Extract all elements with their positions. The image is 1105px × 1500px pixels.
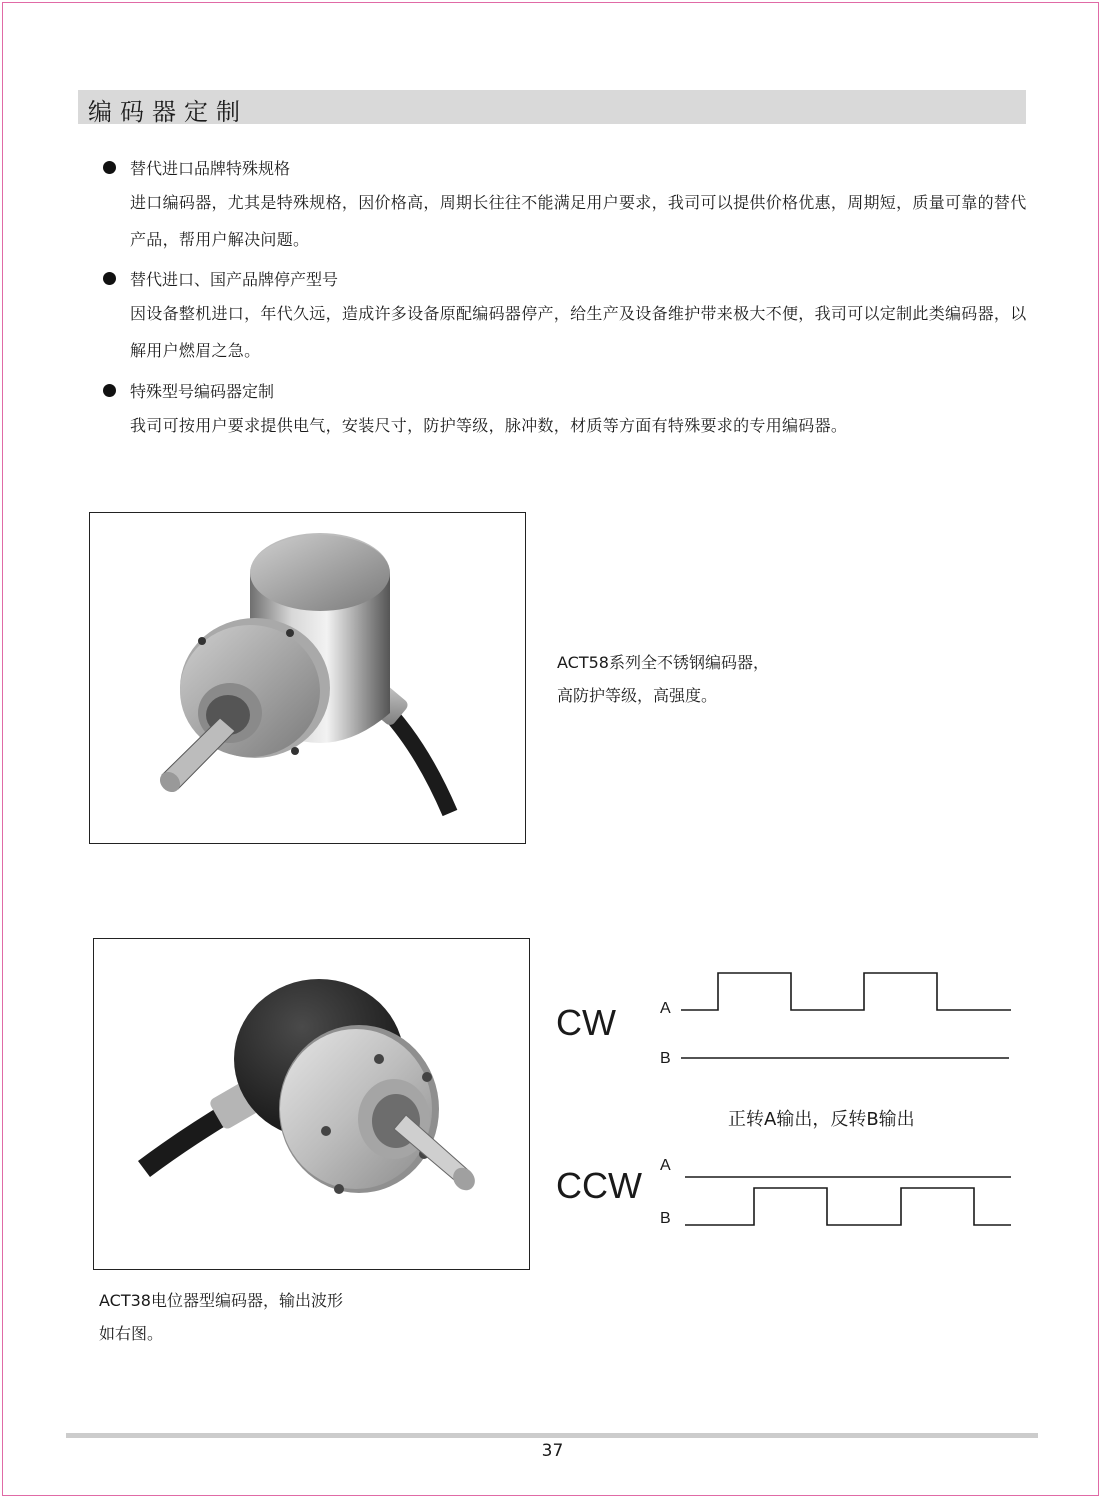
ccw-signal-b xyxy=(685,1188,1011,1225)
cw-channel-a-label: A xyxy=(660,1000,671,1017)
output-waveform-diagram xyxy=(548,955,1028,1235)
section-header-bar xyxy=(78,90,1026,124)
footer-rule xyxy=(66,1433,1038,1438)
product-caption-act58 xyxy=(557,646,769,712)
cw-channel-b-label: B xyxy=(660,1050,671,1067)
ccw-label: CCW xyxy=(556,1165,642,1206)
bullet-icon xyxy=(103,272,116,285)
product-photo-act38 xyxy=(93,938,530,1270)
item-body: 我司可按用户要求提供电气，安装尺寸，防护等级，脉冲数，材质等方面有特殊要求的专用编码器。 xyxy=(130,416,848,435)
product-photo-act58 xyxy=(89,512,526,844)
item-body: 因设备整机进口，年代久远，造成许多设备原配编码器停产，给生产及设备维护带来极大不便，我司可以定制此类编码器，以解用户燃眉之急。 xyxy=(130,304,1027,360)
item-body: 进口编码器，尤其是特殊规格，因价格高，周期长往往不能满足用户要求，我司可以提供价格优惠，周期短，质量可靠的替代产品，帮用户解决问题。 xyxy=(130,193,1027,249)
page-number: 37 xyxy=(541,1441,564,1461)
caption-line: 高防护等级，高强度。 xyxy=(557,686,718,705)
encoder-stainless-illustration xyxy=(90,513,524,842)
caption-line: ACT38电位器型编码器，输出波形 xyxy=(99,1291,343,1310)
encoder-black-illustration xyxy=(94,939,528,1268)
cw-signal-a xyxy=(681,973,1011,1010)
bullet-icon xyxy=(103,384,116,397)
item-title: 特殊型号编码器定制 xyxy=(130,382,275,401)
section-title: 编码器定制 xyxy=(88,98,248,126)
ccw-channel-b-label: B xyxy=(660,1210,671,1227)
caption-line: 如右图。 xyxy=(99,1324,164,1343)
waveform-note: 正转A输出，反转B输出 xyxy=(728,1109,915,1130)
cw-label: CW xyxy=(556,1002,616,1043)
product-caption-act38 xyxy=(99,1284,343,1350)
bullet-icon xyxy=(103,161,116,174)
caption-line: ACT58系列全不锈钢编码器， xyxy=(557,653,769,672)
item-title: 替代进口、国产品牌停产型号 xyxy=(130,270,339,289)
item-title: 替代进口品牌特殊规格 xyxy=(130,159,291,178)
ccw-channel-a-label: A xyxy=(660,1157,671,1174)
